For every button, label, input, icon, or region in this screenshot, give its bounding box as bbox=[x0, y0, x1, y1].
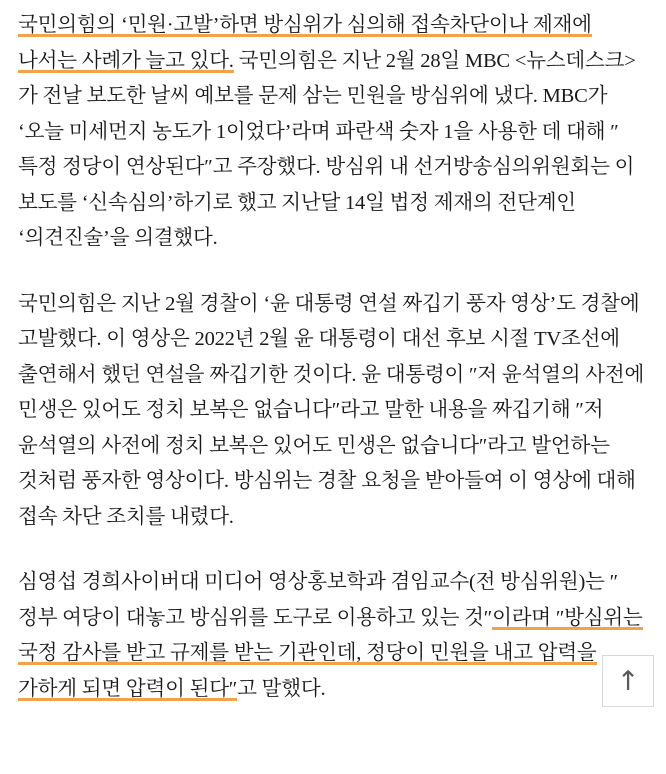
highlighted-text: 이라며 ″방심위는 국정 감사를 받고 규제를 받는 기관인데, 정당이 민원을 내고 압력을 가하게 되면 압력이 된다″ bbox=[18, 606, 643, 700]
paragraph-text: 고 말했다. bbox=[237, 677, 326, 700]
article-paragraph-3 bbox=[18, 565, 648, 707]
article-paragraph-2 bbox=[18, 287, 648, 536]
paragraph-text: 국민의힘은 지난 2월 경찰이 ‘윤 대통령 연설 짜깁기 풍자 영상’도 경찰에 고발했다. 이 영상은 2022년 2월 윤 대통령이 대선 후보 시절 TV조선에 출연해서 했던 연설을 짜깁기한 것이다. 윤 대통령이 ″저 윤석열의 사전에 민생은 있어도 정치 보복은 없습니다″라고 말한 내용을 짜깁기해 ″저 윤석열의 사전에 정치 보복은 있어도 민생은 없습니다″라고 발언하는 것처럼 풍자한 영상이다. 방심위는 경찰 요청을 받아들여 이 영상에 대해 접속 차단 조치를 내렸다. bbox=[18, 292, 645, 528]
paragraph-text: 국민의힘은 지난 2월 28일 MBC <뉴스데스크>가 전날 보도한 날씨 예보를 문제 삼는 민원을 방심위에 냈다. MBC가 ‘오늘 미세먼지 농도가 1이었다’라며 파란색 숫자 1을 사용한 데 대해 ″특정 정당이 연상된다″고 주장했다. 방심위 내 선거방송심의위원회는 이 보도를 ‘신속심의’하기로 했고 지난달 14일 법정 제재의 전단계인 ‘의견진술’을 의결했다. bbox=[18, 49, 636, 249]
scroll-to-top-button[interactable] bbox=[602, 655, 654, 707]
article-paragraph-1 bbox=[18, 8, 648, 257]
arrow-up-icon: ↑ bbox=[616, 665, 640, 697]
paragraph-text: 심영섭 경희사이버대 미디어 영상홍보학과 겸임교수(전 방심위원)는 ″정부 여당이 대놓고 방심위를 도구로 이용하고 있는 것″ bbox=[18, 571, 619, 629]
highlighted-text: 국민의힘의 ‘민원·고발’하면 방심위가 심의해 접속차단이나 제재에 나서는 사례가 늘고 있다. bbox=[18, 14, 592, 72]
